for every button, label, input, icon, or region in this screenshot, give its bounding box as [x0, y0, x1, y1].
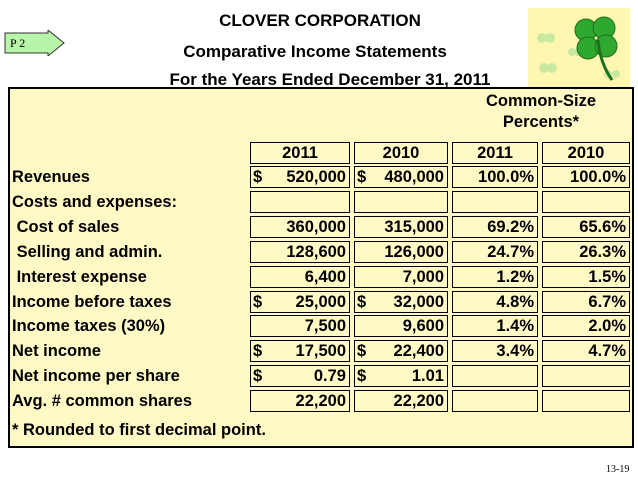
cell-value: 6.7%	[588, 292, 626, 311]
row-label: Income before taxes	[12, 292, 172, 311]
amount-2011	[250, 166, 350, 188]
amount-2011	[250, 216, 350, 238]
cell-value: 24.7%	[487, 242, 534, 261]
currency-symbol: $	[253, 292, 263, 311]
footnote: * Rounded to first decimal point.	[12, 421, 266, 439]
col-2010: 2010	[354, 142, 448, 164]
cell-value: 480,000	[384, 168, 444, 186]
percent-2010	[542, 166, 630, 188]
cell-value: 7,500	[304, 317, 346, 336]
amount-2010	[354, 216, 448, 238]
cell-value: 9,600	[402, 317, 444, 336]
cell-value: 360,000	[286, 217, 346, 236]
row-label: Interest expense	[12, 267, 147, 286]
cell-value: 22,400	[393, 342, 444, 361]
cell-value: 1.5%	[588, 267, 626, 286]
income-statement-table	[8, 70, 634, 448]
row-label: Avg. # common shares	[12, 392, 193, 411]
percent-2011	[452, 241, 538, 263]
table-row	[10, 339, 632, 363]
table-row	[10, 215, 632, 239]
clover-icon	[528, 8, 630, 88]
cell-value: 128,600	[286, 242, 346, 261]
currency-symbol: $	[357, 342, 367, 361]
table-row	[10, 240, 632, 264]
period-label: For the Years Ended December 31, 2011	[169, 70, 491, 89]
percent-2010	[542, 365, 630, 387]
row-label: Net income	[12, 342, 101, 361]
amount-2010	[354, 241, 448, 263]
cell-value: 4.7%	[588, 342, 626, 361]
row-label: Income taxes (30%)	[12, 317, 166, 336]
cell-value: 100.0%	[478, 168, 534, 186]
cell-value: 32,000	[393, 292, 444, 311]
amount-2010	[354, 291, 448, 313]
cell-value: 65.6%	[579, 217, 626, 236]
cell-value: 7,000	[402, 267, 444, 286]
table-row	[10, 290, 632, 314]
col-2011-pct: 2011	[452, 142, 538, 164]
currency-symbol: $	[253, 168, 263, 186]
common-size-line1: Common-Size	[485, 92, 596, 110]
cell-value: 1.2%	[496, 267, 534, 286]
cell-value: 17,500	[295, 342, 346, 361]
row-label: Costs and expenses:	[12, 192, 178, 211]
amount-2011	[250, 241, 350, 263]
amount-2011	[250, 266, 350, 288]
row-label: Net income per share	[12, 367, 180, 386]
p2-badge-label: P 2	[10, 36, 26, 50]
amount-2010	[354, 365, 448, 387]
percent-2010	[542, 266, 630, 288]
clover-panel	[528, 8, 630, 88]
col-2010-pct: 2010	[542, 142, 630, 164]
header-band	[10, 70, 632, 141]
p2-badge	[4, 30, 64, 56]
percent-2011	[452, 166, 538, 188]
currency-symbol: $	[253, 367, 263, 386]
amount-2010	[354, 390, 448, 412]
table-row	[10, 389, 632, 413]
percent-2010	[542, 191, 630, 213]
statement-subtitle: Comparative Income Statements	[183, 42, 447, 61]
table-row	[10, 190, 632, 214]
row-label: Cost of sales	[12, 217, 120, 236]
percent-2011	[452, 340, 538, 362]
percent-2010	[542, 291, 630, 313]
amount-2011	[250, 291, 350, 313]
percent-2010	[542, 340, 630, 362]
col-2011: 2011	[250, 142, 350, 164]
common-size-header	[452, 91, 630, 133]
row-label: Revenues	[12, 168, 90, 186]
cell-value: 4.8%	[496, 292, 534, 311]
cell-value: 1.01	[411, 367, 444, 386]
cell-value: 100.0%	[570, 168, 626, 186]
percent-2011	[452, 365, 538, 387]
amount-2010	[354, 166, 448, 188]
percent-2011	[452, 216, 538, 238]
cell-value: 22,200	[295, 392, 346, 411]
percent-2010	[542, 216, 630, 238]
amount-2011	[250, 365, 350, 387]
table-row	[10, 314, 632, 338]
cell-value: 126,000	[384, 242, 444, 261]
currency-symbol: $	[357, 367, 367, 386]
cell-value: 22,200	[393, 392, 444, 411]
row-label: Selling and admin.	[12, 242, 163, 261]
percent-2011	[452, 191, 538, 213]
amount-2010	[354, 266, 448, 288]
table-row	[10, 265, 632, 289]
amount-2010	[354, 191, 448, 213]
currency-symbol: $	[357, 168, 367, 186]
percent-2010	[542, 241, 630, 263]
amount-2011	[250, 390, 350, 412]
column-header-row	[10, 141, 632, 165]
table-row	[10, 165, 632, 189]
cell-value: 1.4%	[496, 317, 534, 336]
cell-value: 0.79	[313, 367, 346, 386]
page-number: 13-19	[606, 464, 630, 475]
percent-2011	[452, 315, 538, 337]
cell-value: 69.2%	[487, 217, 534, 236]
common-size-line2: Percents*	[502, 113, 580, 131]
cell-value: 26.3%	[579, 242, 626, 261]
amount-2011	[250, 315, 350, 337]
percent-2010	[542, 315, 630, 337]
percent-2010	[542, 390, 630, 412]
cell-value: 315,000	[384, 217, 444, 236]
amount-2010	[354, 315, 448, 337]
currency-symbol: $	[253, 342, 263, 361]
percent-2011	[452, 390, 538, 412]
cell-value: 6,400	[304, 267, 346, 286]
amount-2011	[250, 340, 350, 362]
currency-symbol: $	[357, 292, 367, 311]
cell-value: 520,000	[286, 168, 346, 186]
percent-2011	[452, 291, 538, 313]
table-row	[10, 364, 632, 388]
company-title: CLOVER CORPORATION	[219, 11, 421, 30]
cell-value: 25,000	[295, 292, 346, 311]
cell-value: 2.0%	[588, 317, 626, 336]
amount-2011	[250, 191, 350, 213]
cell-value: 3.4%	[496, 342, 534, 361]
percent-2011	[452, 266, 538, 288]
amount-2010	[354, 340, 448, 362]
